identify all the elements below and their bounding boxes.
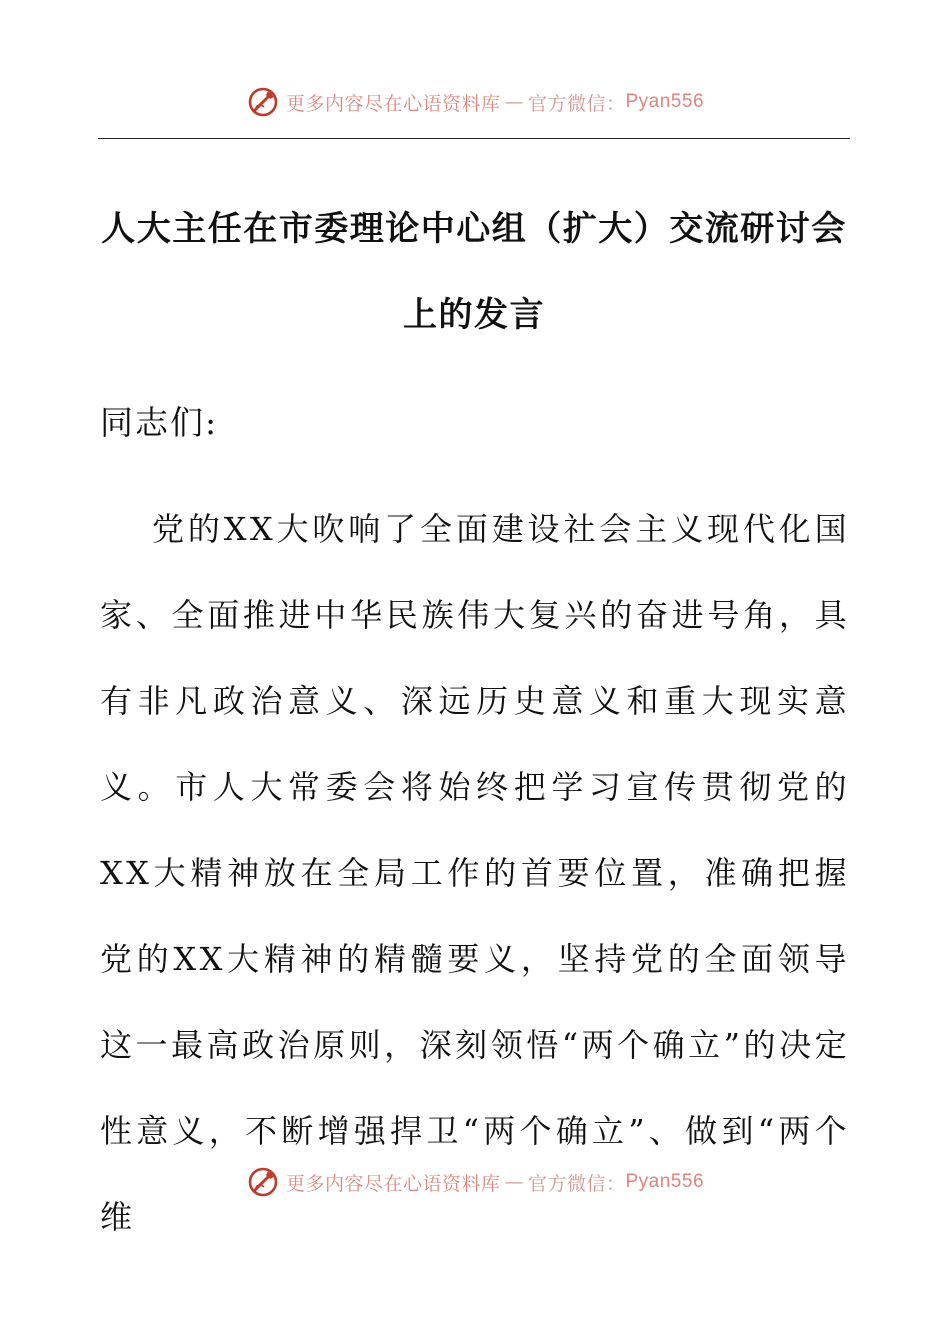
document-title: 人大主任在市委理论中心组（扩大）交流研讨会上的发言 bbox=[101, 209, 847, 335]
banner-site-text: 更多内容尽在心语资料库 bbox=[285, 1172, 501, 1195]
banner-wechat-label: 官方微信： bbox=[527, 1172, 626, 1195]
footer-banner bbox=[0, 1162, 950, 1202]
header-divider bbox=[98, 138, 850, 139]
banner-separator: — bbox=[504, 91, 524, 113]
banner-wechat-id: Pyan556 bbox=[625, 91, 705, 112]
salutation: 同志们: bbox=[100, 403, 219, 442]
banner-site-text: 更多内容尽在心语资料库 bbox=[285, 92, 501, 115]
banner-wechat-label: 官方微信： bbox=[527, 92, 626, 115]
pen-logo-icon bbox=[246, 85, 280, 119]
header-banner bbox=[0, 82, 950, 122]
body-paragraph: 党的XX大吹响了全面建设社会主义现代化国家、全面推进中华民族伟大复兴的奋进号角，具有非凡政治意义、深远历史意义和重大现实意义。市人大常委会将始终把学习宣传贯彻党的XX大精神放在全局工作的首要位置，准确把握党的XX大精神的精髓要义，坚持党的全面领导这一最高政治原则，深刻领悟“两个确立”的决定性意义，不断增强捍卫“两个确立”、做到“两个维 bbox=[100, 510, 850, 1236]
banner-separator: — bbox=[504, 1171, 524, 1193]
pen-logo-icon bbox=[246, 1165, 280, 1199]
banner-wechat-id: Pyan556 bbox=[625, 1171, 705, 1192]
